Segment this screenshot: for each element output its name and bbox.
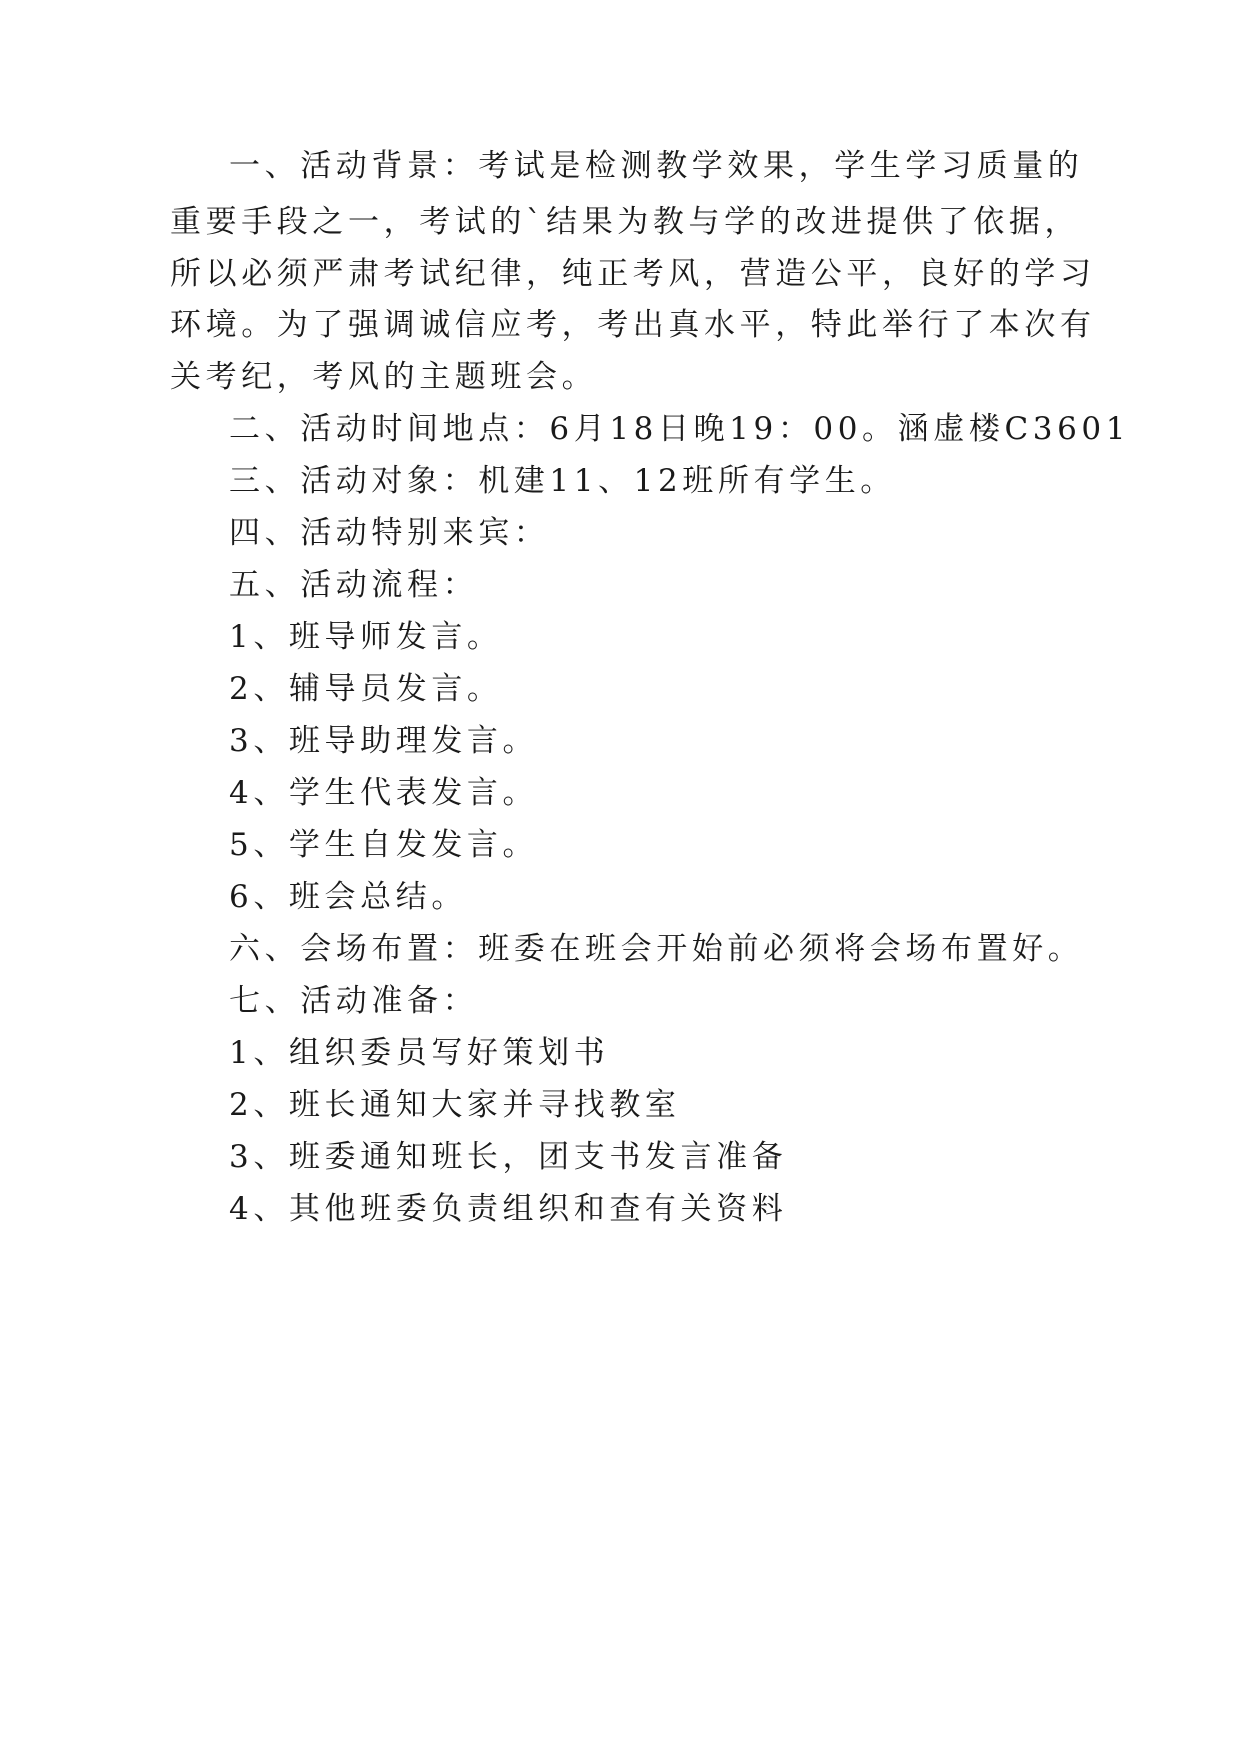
paragraph-background-line-3: 所以必须严肃考试纪律，纯正考风，营造公平，良好的学习 [170,256,1096,292]
preparation-item: 4、其他班委负责组织和查有关资料 [229,1191,788,1227]
process-item: 4、学生代表发言。 [229,775,539,811]
process-item: 2、辅导员发言。 [229,671,503,707]
preparation-item: 1、组织委员写好策划书 [229,1035,610,1071]
section-time-place: 二、活动时间地点：6月18日晚19：00。涵虚楼C3601 [229,411,1131,447]
preparation-item: 3、班委通知班长，团支书发言准备 [229,1139,788,1175]
section-preparation-heading: 七、活动准备： [229,983,479,1019]
process-item: 6、班会总结。 [229,879,467,915]
section-special-guests: 四、活动特别来宾： [229,515,550,551]
preparation-item: 2、班长通知大家并寻找教室 [229,1087,681,1123]
paragraph-background-line-2: 重要手段之一，考试的`结果为教与学的改进提供了依据， [170,204,1081,240]
paragraph-background-line-4: 环境。为了强调诚信应考，考出真水平，特此举行了本次有 [170,307,1096,343]
section-participants: 三、活动对象：机建11、12班所有学生。 [229,463,896,499]
paragraph-background-line-1: 一、活动背景：考试是检测教学效果，学生学习质量的 [229,148,1084,184]
section-process-heading: 五、活动流程： [229,567,479,603]
paragraph-background-line-5: 关考纪，考风的主题班会。 [170,359,598,395]
process-item: 3、班导助理发言。 [229,723,539,759]
section-venue-setup: 六、会场布置：班委在班会开始前必须将会场布置好。 [229,931,1084,967]
process-item: 5、学生自发发言。 [229,827,539,863]
process-item: 1、班导师发言。 [229,619,503,655]
